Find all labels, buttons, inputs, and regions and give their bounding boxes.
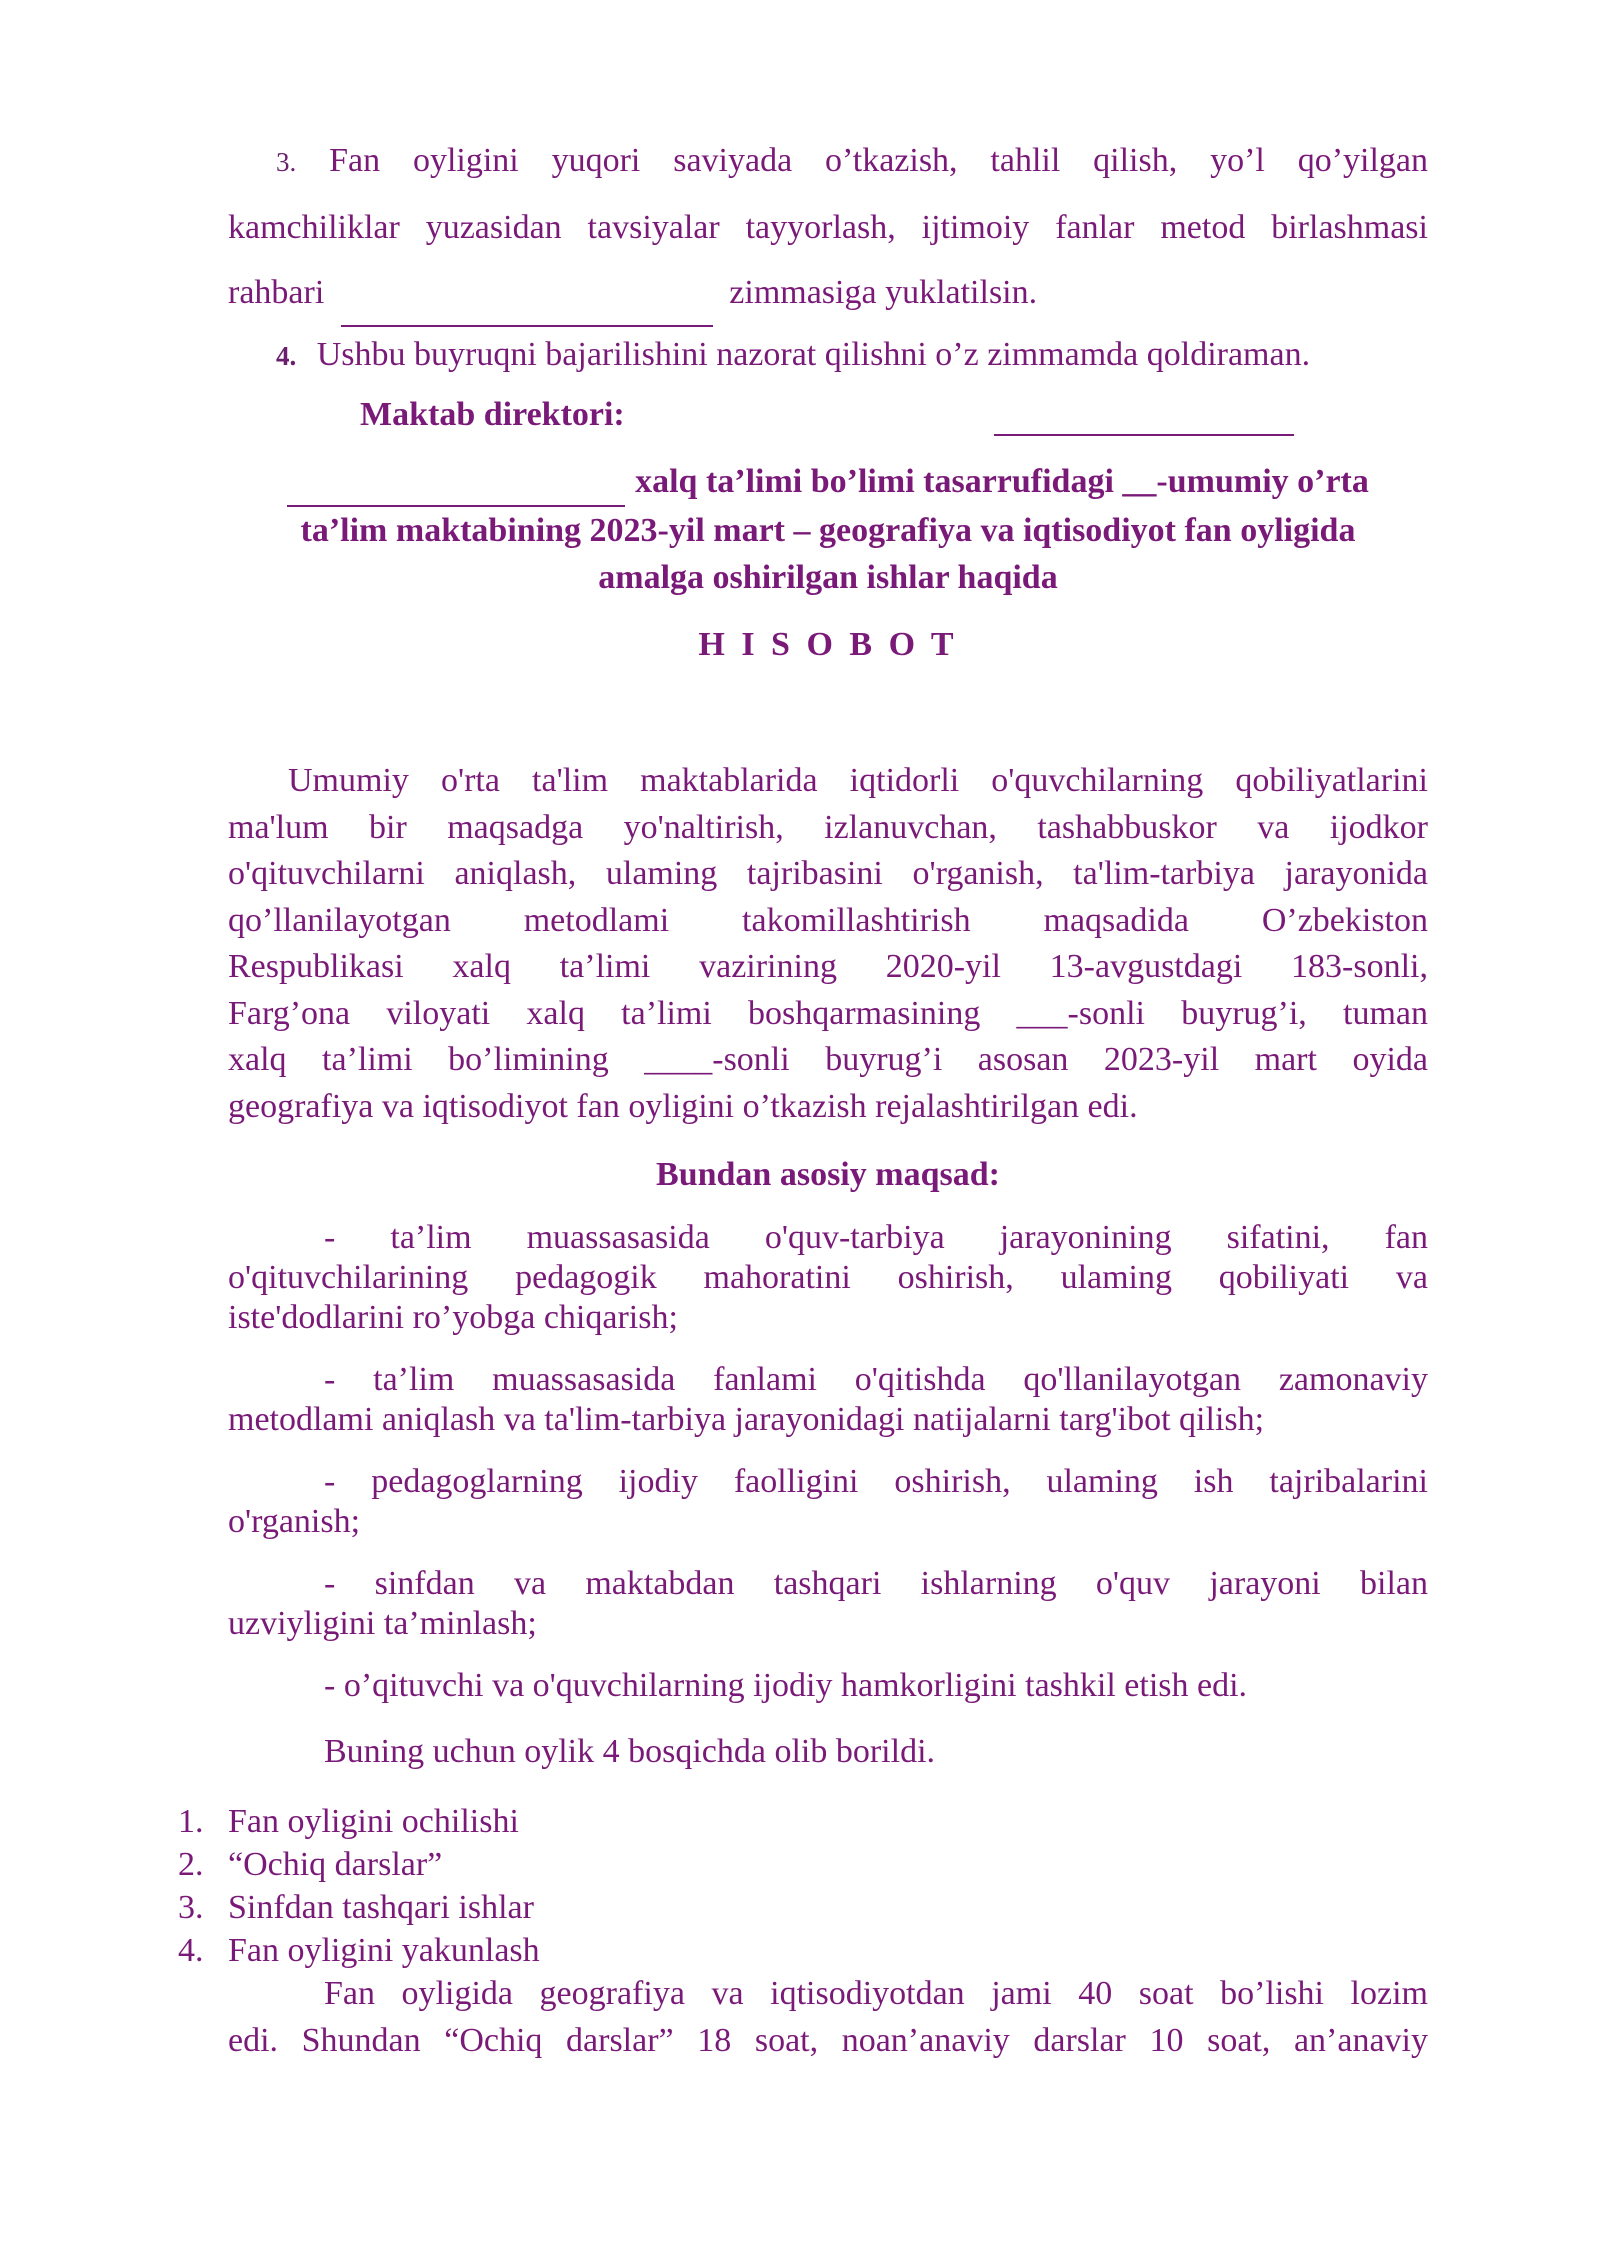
report-heading-line1: xalq ta’limi bo’limi tasarrufidagi __-umumiy o’rta [635, 463, 1369, 500]
goal-item [228, 1360, 1428, 1440]
stage-label: Fan oyligini yakunlash [228, 1932, 540, 1969]
stage-item [178, 1886, 540, 1929]
hours-paragraph [228, 1970, 1428, 2064]
goal-item-first-line: - pedagoglarning ijodiy faolligini oshirish, ulaming ish tajribalarini [324, 1463, 1428, 1500]
stage-number: 1. [178, 1803, 204, 1840]
intro-paragraph [228, 758, 1428, 1130]
report-title: H I S O B O T [698, 626, 958, 663]
goal-item-first-line: - ta’lim muassasasida fanlami o'qitishda qo'llanilayotgan zamonaviy [324, 1361, 1428, 1398]
responsible-blank [341, 260, 713, 327]
report-heading-line2: ta’lim maktabining 2023-yil mart – geografiya va iqtisodiyot fan oyligida [300, 512, 1356, 549]
goal-item [228, 1218, 1428, 1338]
stage-label: Fan oyligini ochilishi [228, 1803, 519, 1840]
order-item-3-line2: kamchiliklar yuzasidan tavsiyalar tayyorlash, ijtimoiy fanlar metod birlashmasi [228, 209, 1428, 246]
director-signature-blank [994, 404, 1294, 436]
stage-label: “Ochiq darslar” [228, 1846, 443, 1883]
order-item-3-number: 3. [276, 147, 297, 177]
stage-label: Sinfdan tashqari ishlar [228, 1889, 534, 1926]
intro-line: qo’llanilayotgan metodlami takomillashtirish maqsadida O’zbekiston [228, 901, 1428, 939]
goal-item-last-line: metodlami aniqlash va ta'lim-tarbiya jarayonidagi natijalarni targ'ibot qilish; [228, 1401, 1265, 1438]
intro-line: Farg’ona viloyati xalq ta’limi boshqarmasining ___-sonli buyrug’i, tuman [228, 994, 1428, 1032]
hours-line2: edi. Shundan “Ochiq darslar” 18 soat, noan’anaviy darslar 10 soat, an’anaviy [228, 2022, 1428, 2059]
goal-item-last-line: o'rganish; [228, 1503, 361, 1540]
order-item-3 [228, 128, 1428, 327]
department-blank [287, 458, 625, 507]
goal-item-first-line: - ta’lim muassasasida o'quv-tarbiya jarayonining sifatini, fan [324, 1219, 1428, 1256]
hours-line1: Fan oyligida geografiya va iqtisodiyotdan jami 40 soat bo’lishi lozim [324, 1975, 1428, 2012]
goal-item-last-line: uzviyligini ta’minlash; [228, 1605, 537, 1642]
stages-list [178, 1800, 540, 1972]
stage-number: 2. [178, 1846, 204, 1883]
director-label: Maktab direktori: [360, 396, 625, 433]
order-item-3-line3-start: rahbari [228, 274, 325, 311]
intro-line: Umumiy o'rta ta'lim maktablarida iqtidorli o'quvchilarning qobiliyatlarini [288, 762, 1428, 799]
order-item-3-line3-end: zimmasiga yuklatilsin. [729, 274, 1038, 311]
goal-item-first-line: - sinfdan va maktabdan tashqari ishlarning o'quv jarayoni bilan [324, 1565, 1428, 1602]
goal-item-last-line: iste'dodlarini ro’yobga chiqarish; [228, 1299, 678, 1336]
order-item-4-text: Ushbu buyruqni bajarilishini nazorat qilishni o’z zimmamda qoldiraman. [316, 336, 1311, 373]
stage-number: 3. [178, 1889, 204, 1926]
report-heading [228, 458, 1428, 601]
goal-item-middle-line: o'qituvchilarining pedagogik mahoratini oshirish, ulaming qobiliyati va [228, 1259, 1428, 1296]
intro-last-line: geografiya va iqtisodiyot fan oyligini o’tkazish rejalashtirilgan edi. [228, 1087, 1138, 1125]
intro-line: o'qituvchilarni aniqlash, ulaming tajribasini o'rganish, ta'lim-tarbiya jarayonida [228, 855, 1428, 892]
goal-item [228, 1564, 1428, 1644]
stage-item [178, 1843, 540, 1886]
report-heading-line3: amalga oshirilgan ishlar haqida [598, 559, 1058, 596]
intro-line: ma'lum bir maqsadga yo'naltirish, izlanuvchan, tashabbuskor va ijodkor [228, 808, 1428, 846]
goal-item [228, 1462, 1428, 1542]
intro-line: Respublikasi xalq ta’limi vazirining 2020-yil 13-avgustdagi 183-sonli, [228, 948, 1428, 985]
stage-number: 4. [178, 1932, 204, 1969]
goals-list [228, 1218, 1428, 1772]
goal-heading: Bundan asosiy maqsad: [656, 1156, 1000, 1193]
order-item-4 [276, 322, 1310, 389]
stages-intro: Buning uchun oylik 4 bosqichda olib borildi. [324, 1733, 936, 1770]
order-item-4-number: 4. [276, 341, 297, 371]
stage-item [178, 1929, 540, 1972]
order-item-3-line1: Fan oyligini yuqori saviyada o’tkazish, tahlil qilish, yo’l qo’yilgan [329, 142, 1428, 179]
goal-last: - o’qituvchi va o'quvchilarning ijodiy hamkorligini tashkil etish edi. [324, 1667, 1248, 1704]
intro-line: xalq ta’limi bo’limining ____-sonli buyrug’i asosan 2023-yil mart oyida [228, 1041, 1428, 1078]
stage-item [178, 1800, 540, 1843]
